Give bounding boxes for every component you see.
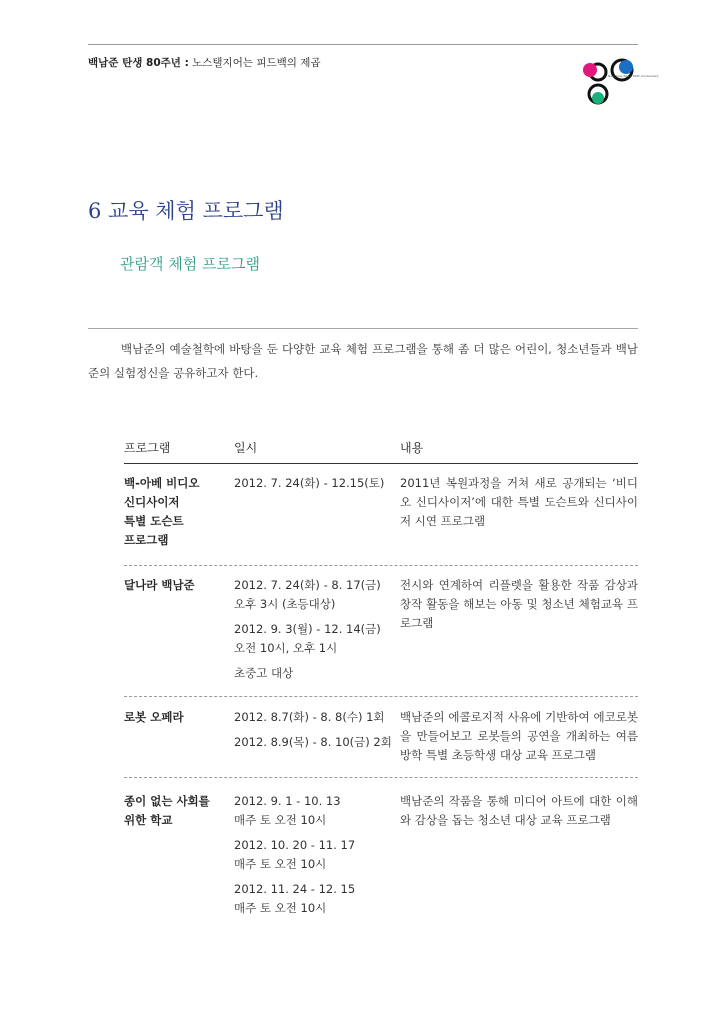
program-description: 백남준의 에콜로지적 사유에 기반하여 에코로봇을 만들어보고 로봇들의 공연을 개최하는 여름방학 특별 초등학생 대상 교육 프로그램 xyxy=(400,710,638,762)
row-divider xyxy=(124,565,638,566)
program-description: 백남준의 작품을 통해 미디어 아트에 대한 이해와 감상을 돕는 청소년 대상 교육 프로그램 xyxy=(400,794,638,827)
logo-text: Nam June Paik's 80th Anniversary xyxy=(608,74,659,78)
program-name-line: 위한 학교 xyxy=(124,813,173,827)
logo-dot-blue xyxy=(619,60,633,74)
program-date xyxy=(234,708,392,752)
logo-dot-pink xyxy=(583,63,597,77)
section-title: 6 교육 체험 프로그램 xyxy=(88,199,284,223)
date-line: 매주 토 오전 10시 xyxy=(234,901,327,915)
date-line: 오전 10시, 오후 1시 xyxy=(234,641,338,655)
running-header xyxy=(88,55,321,70)
date-line: 2012. 9. 3(월) - 12. 14(금) xyxy=(234,622,381,636)
date-line: 2012. 11. 24 - 12. 15 xyxy=(234,882,356,896)
anniversary-logo xyxy=(578,54,659,108)
header-rule xyxy=(88,44,638,45)
intro-paragraph: 백남준의 예술철학에 바탕을 둔 다양한 교육 체험 프로그램을 통해 좀 더 많은 어린이, 청소년들과 백남준의 실험정신을 공유하고자 한다. xyxy=(88,342,638,380)
date-line: 매주 토 오전 10시 xyxy=(234,813,327,827)
date-line: 2012. 7. 24(화) - 8. 17(금) xyxy=(234,578,381,592)
logo-dot-green xyxy=(592,92,604,104)
row-divider xyxy=(124,777,638,778)
program-description: 전시와 연계하여 리플렛을 활용한 작품 감상과 창작 활동을 해보는 아동 및 청소년 체험교육 프로그램 xyxy=(400,578,638,630)
date-line: 2012. 8.7(화) - 8. 8(수) 1회 xyxy=(234,710,385,724)
column-header-date: 일시 xyxy=(234,441,258,455)
program-name xyxy=(124,474,199,550)
date-line: 2012. 9. 1 - 10. 13 xyxy=(234,794,341,808)
program-date xyxy=(234,576,381,683)
date-line: 2012. 10. 20 - 11. 17 xyxy=(234,838,356,852)
table-header-rule xyxy=(124,463,638,464)
section-rule xyxy=(88,328,638,329)
program-description: 2011년 복원과정을 거쳐 새로 공개되는 ‘비디오 신디사이저’에 대한 특별 도슨트와 신디사이저 시연 프로그램 xyxy=(400,476,638,528)
program-date xyxy=(234,792,355,918)
program-name-line: 신디사이저 xyxy=(124,495,180,509)
header-title-bold: 백남준 탄생 80주년 : xyxy=(88,57,189,69)
date-line: 2012. 8.9(목) - 8. 10(금) 2회 xyxy=(234,735,392,749)
program-name-line: 특별 도슨트 xyxy=(124,514,184,528)
date-line: 오후 3시 (초등대상) xyxy=(234,597,336,611)
program-name xyxy=(124,576,195,595)
date-line: 2012. 7. 24(화) - 12.15(토) xyxy=(234,476,385,490)
program-name xyxy=(124,708,184,727)
column-header-program: 프로그램 xyxy=(124,441,171,455)
program-name-line: 백-아베 비디오 xyxy=(124,476,200,490)
program-name-line: 프로그램 xyxy=(124,533,169,547)
subsection-title: 관람객 체험 프로그램 xyxy=(120,255,260,273)
program-name-line: 달나라 백남준 xyxy=(124,578,195,592)
program-name-line: 로봇 오페라 xyxy=(124,710,184,724)
column-header-content: 내용 xyxy=(400,441,424,455)
program-name xyxy=(124,792,210,830)
program-name-line: 종이 없는 사회를 xyxy=(124,794,210,808)
date-line: 매주 토 오전 10시 xyxy=(234,857,327,871)
date-line: 초중고 대상 xyxy=(234,666,294,680)
header-title-rest: 노스탤지어는 피드백의 제곱 xyxy=(192,57,321,69)
program-date xyxy=(234,474,384,493)
row-divider xyxy=(124,696,638,697)
